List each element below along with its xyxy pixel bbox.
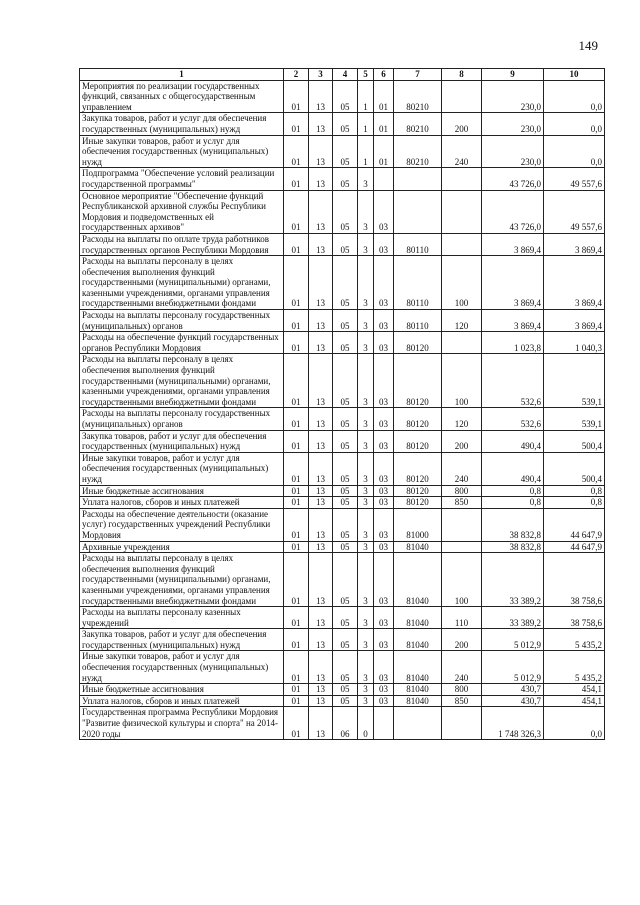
code-subprogram-cell: 3	[358, 607, 374, 629]
amount-year-1-cell: 33 389,2	[482, 553, 544, 607]
code-program-cell: 05	[333, 607, 358, 629]
code-section-cell: 01	[284, 430, 309, 452]
amount-year-2-cell: 49 557,6	[544, 168, 605, 190]
table-row	[80, 408, 605, 430]
amount-year-2-cell: 454,1	[544, 695, 605, 707]
amount-year-2-cell: 5 435,2	[544, 629, 605, 651]
code-subsection-cell: 13	[309, 168, 333, 190]
code-section-cell: 01	[284, 553, 309, 607]
amount-year-2-cell: 0,8	[544, 485, 605, 497]
code-event-cell	[374, 707, 394, 740]
code-event-cell: 03	[374, 332, 394, 354]
code-direction-cell: 81040	[394, 695, 442, 707]
column-header-8: 8	[442, 69, 482, 81]
code-event-cell: 01	[374, 135, 394, 168]
table-row	[80, 80, 605, 113]
amount-year-1-cell: 38 832,8	[482, 541, 544, 553]
code-subsection-cell: 13	[309, 651, 333, 684]
code-section-cell: 01	[284, 135, 309, 168]
code-direction-cell: 81040	[394, 651, 442, 684]
table-row	[80, 651, 605, 684]
item-name-cell: Расходы на выплаты персоналу казенных учреждений	[80, 607, 284, 629]
code-expense-type-cell: 120	[442, 310, 482, 332]
code-expense-type-cell: 800	[442, 485, 482, 497]
amount-year-1-cell: 532,6	[482, 354, 544, 408]
amount-year-1-cell: 532,6	[482, 408, 544, 430]
code-subprogram-cell: 3	[358, 553, 374, 607]
code-subprogram-cell: 3	[358, 684, 374, 696]
code-subprogram-cell: 3	[358, 629, 374, 651]
code-expense-type-cell	[442, 332, 482, 354]
code-expense-type-cell: 200	[442, 113, 482, 135]
code-subsection-cell: 13	[309, 707, 333, 740]
code-subsection-cell: 13	[309, 485, 333, 497]
table-row	[80, 354, 605, 408]
code-subprogram-cell: 3	[358, 256, 374, 310]
code-expense-type-cell: 100	[442, 553, 482, 607]
code-direction-cell	[394, 168, 442, 190]
code-event-cell: 03	[374, 607, 394, 629]
item-name-cell: Расходы на выплаты персоналу в целях обеспечения выполнения функций государственными (муниципальными) органами, казенными учреждениями, органами управления государственными внебюджетными фондами	[80, 553, 284, 607]
amount-year-2-cell: 0,0	[544, 80, 605, 113]
code-subsection-cell: 13	[309, 497, 333, 509]
table-row	[80, 310, 605, 332]
table-row	[80, 430, 605, 452]
code-expense-type-cell	[442, 508, 482, 541]
column-header-2: 2	[284, 69, 309, 81]
code-expense-type-cell: 200	[442, 430, 482, 452]
code-event-cell: 03	[374, 508, 394, 541]
code-program-cell: 05	[333, 135, 358, 168]
code-subprogram-cell: 3	[358, 354, 374, 408]
code-direction-cell: 80110	[394, 310, 442, 332]
code-subsection-cell: 13	[309, 332, 333, 354]
code-direction-cell: 80120	[394, 430, 442, 452]
code-event-cell: 03	[374, 629, 394, 651]
amount-year-1-cell: 3 869,4	[482, 233, 544, 255]
code-section-cell: 01	[284, 310, 309, 332]
item-name-cell: Иные закупки товаров, работ и услуг для обеспечения государственных (муниципальных) нужд	[80, 452, 284, 485]
code-direction-cell: 81040	[394, 541, 442, 553]
code-expense-type-cell: 800	[442, 684, 482, 696]
code-section-cell: 01	[284, 233, 309, 255]
code-subsection-cell: 13	[309, 452, 333, 485]
code-event-cell: 03	[374, 497, 394, 509]
code-direction-cell: 80120	[394, 332, 442, 354]
code-subsection-cell: 13	[309, 233, 333, 255]
code-program-cell: 05	[333, 190, 358, 233]
item-name-cell: Расходы на выплаты по оплате труда работников государственных органов Республики Мордовия	[80, 233, 284, 255]
code-program-cell: 05	[333, 553, 358, 607]
amount-year-1-cell: 0,8	[482, 497, 544, 509]
code-program-cell: 06	[333, 707, 358, 740]
code-program-cell: 05	[333, 408, 358, 430]
item-name-cell: Расходы на обеспечение функций государственных органов Республики Мордовия	[80, 332, 284, 354]
column-header-4: 4	[333, 69, 358, 81]
amount-year-2-cell: 44 647,9	[544, 541, 605, 553]
code-direction-cell: 81000	[394, 508, 442, 541]
item-name-cell: Уплата налогов, сборов и иных платежей	[80, 497, 284, 509]
column-header-3: 3	[309, 69, 333, 81]
table-header	[80, 69, 605, 81]
code-subprogram-cell: 3	[358, 497, 374, 509]
code-subprogram-cell: 3	[358, 541, 374, 553]
code-program-cell: 05	[333, 485, 358, 497]
code-subprogram-cell: 3	[358, 408, 374, 430]
code-event-cell: 03	[374, 430, 394, 452]
code-subprogram-cell: 0	[358, 707, 374, 740]
code-subsection-cell: 13	[309, 113, 333, 135]
column-header-9: 9	[482, 69, 544, 81]
amount-year-2-cell: 5 435,2	[544, 651, 605, 684]
code-program-cell: 05	[333, 497, 358, 509]
amount-year-1-cell: 43 726,0	[482, 168, 544, 190]
code-subprogram-cell: 1	[358, 113, 374, 135]
code-direction-cell: 80120	[394, 452, 442, 485]
table-row	[80, 485, 605, 497]
table-row	[80, 113, 605, 135]
amount-year-1-cell: 490,4	[482, 430, 544, 452]
item-name-cell: Закупка товаров, работ и услуг для обеспечения государственных (муниципальных) нужд	[80, 430, 284, 452]
table-row	[80, 508, 605, 541]
code-section-cell: 01	[284, 695, 309, 707]
code-program-cell: 05	[333, 430, 358, 452]
code-subsection-cell: 13	[309, 80, 333, 113]
item-name-cell: Закупка товаров, работ и услуг для обеспечения государственных (муниципальных) нужд	[80, 629, 284, 651]
code-subprogram-cell: 3	[358, 485, 374, 497]
code-subprogram-cell: 1	[358, 135, 374, 168]
code-event-cell: 03	[374, 684, 394, 696]
item-name-cell: Основное мероприятие "Обеспечение функций Республиканской архивной службы Республики Мордовия и подведомственных ей государственных архивов"	[80, 190, 284, 233]
code-section-cell: 01	[284, 497, 309, 509]
code-subprogram-cell: 3	[358, 332, 374, 354]
code-direction-cell: 80210	[394, 80, 442, 113]
table-row	[80, 607, 605, 629]
item-name-cell: Уплата налогов, сборов и иных платежей	[80, 695, 284, 707]
code-expense-type-cell: 850	[442, 497, 482, 509]
code-direction-cell: 81040	[394, 684, 442, 696]
code-section-cell: 01	[284, 651, 309, 684]
code-program-cell: 05	[333, 354, 358, 408]
item-name-cell: Расходы на выплаты персоналу государственных (муниципальных) органов	[80, 310, 284, 332]
code-subsection-cell: 13	[309, 607, 333, 629]
amount-year-1-cell: 0,8	[482, 485, 544, 497]
code-program-cell: 05	[333, 113, 358, 135]
table-row	[80, 332, 605, 354]
table-row	[80, 233, 605, 255]
code-subsection-cell: 13	[309, 135, 333, 168]
code-subprogram-cell: 3	[358, 695, 374, 707]
code-expense-type-cell	[442, 80, 482, 113]
table-row	[80, 168, 605, 190]
code-subsection-cell: 13	[309, 508, 333, 541]
amount-year-1-cell: 430,7	[482, 684, 544, 696]
code-subprogram-cell: 3	[358, 233, 374, 255]
amount-year-2-cell: 3 869,4	[544, 233, 605, 255]
code-subsection-cell: 13	[309, 354, 333, 408]
code-event-cell: 01	[374, 80, 394, 113]
code-subsection-cell: 13	[309, 541, 333, 553]
code-program-cell: 05	[333, 332, 358, 354]
code-program-cell: 05	[333, 80, 358, 113]
item-name-cell: Мероприятия по реализации государственных функций, связанных с общегосударственным управлением	[80, 80, 284, 113]
code-section-cell: 01	[284, 684, 309, 696]
code-section-cell: 01	[284, 485, 309, 497]
amount-year-1-cell: 38 832,8	[482, 508, 544, 541]
column-header-10: 10	[544, 69, 605, 81]
code-direction-cell	[394, 190, 442, 233]
amount-year-2-cell: 3 869,4	[544, 256, 605, 310]
amount-year-2-cell: 0,0	[544, 135, 605, 168]
code-subsection-cell: 13	[309, 310, 333, 332]
code-program-cell: 05	[333, 310, 358, 332]
code-event-cell: 03	[374, 651, 394, 684]
code-section-cell: 01	[284, 190, 309, 233]
amount-year-2-cell: 539,1	[544, 408, 605, 430]
code-subprogram-cell: 3	[358, 651, 374, 684]
amount-year-1-cell: 1 023,8	[482, 332, 544, 354]
code-expense-type-cell: 240	[442, 452, 482, 485]
table-row	[80, 497, 605, 509]
code-event-cell: 03	[374, 408, 394, 430]
column-header-5: 5	[358, 69, 374, 81]
code-direction-cell: 80120	[394, 497, 442, 509]
code-program-cell: 05	[333, 695, 358, 707]
code-section-cell: 01	[284, 332, 309, 354]
table-body	[80, 80, 605, 740]
code-section-cell: 01	[284, 80, 309, 113]
header-row	[80, 69, 605, 81]
item-name-cell: Иные закупки товаров, работ и услуг для обеспечения государственных (муниципальных) нужд	[80, 651, 284, 684]
amount-year-1-cell: 230,0	[482, 113, 544, 135]
code-subsection-cell: 13	[309, 190, 333, 233]
amount-year-2-cell: 38 758,6	[544, 553, 605, 607]
code-section-cell: 01	[284, 508, 309, 541]
code-expense-type-cell: 240	[442, 135, 482, 168]
code-direction-cell: 81040	[394, 629, 442, 651]
code-subsection-cell: 13	[309, 408, 333, 430]
code-program-cell: 05	[333, 541, 358, 553]
item-name-cell: Иные бюджетные ассигнования	[80, 485, 284, 497]
code-subsection-cell: 13	[309, 553, 333, 607]
item-name-cell: Иные закупки товаров, работ и услуг для обеспечения государственных (муниципальных) нужд	[80, 135, 284, 168]
table-row	[80, 190, 605, 233]
code-event-cell: 03	[374, 190, 394, 233]
table-row	[80, 135, 605, 168]
code-expense-type-cell	[442, 541, 482, 553]
table-row	[80, 553, 605, 607]
code-event-cell: 03	[374, 233, 394, 255]
code-expense-type-cell: 100	[442, 256, 482, 310]
code-direction-cell: 80120	[394, 485, 442, 497]
amount-year-1-cell: 230,0	[482, 135, 544, 168]
table-row	[80, 707, 605, 740]
amount-year-1-cell: 3 869,4	[482, 310, 544, 332]
item-name-cell: Государственная программа Республики Мордовия "Развитие физической культуры и спорта" на 2014-2020 годы	[80, 707, 284, 740]
code-section-cell: 01	[284, 354, 309, 408]
code-section-cell: 01	[284, 256, 309, 310]
code-subsection-cell: 13	[309, 695, 333, 707]
code-expense-type-cell: 850	[442, 695, 482, 707]
code-program-cell: 05	[333, 452, 358, 485]
code-event-cell: 03	[374, 452, 394, 485]
budget-table	[79, 68, 605, 740]
amount-year-1-cell: 5 012,9	[482, 629, 544, 651]
amount-year-2-cell: 500,4	[544, 452, 605, 485]
item-name-cell: Расходы на выплаты персоналу в целях обеспечения выполнения функций государственными (муниципальными) органами, казенными учреждениями, органами управления государственными внебюджетными фондами	[80, 256, 284, 310]
amount-year-2-cell: 0,0	[544, 113, 605, 135]
column-header-6: 6	[374, 69, 394, 81]
amount-year-2-cell: 454,1	[544, 684, 605, 696]
code-program-cell: 05	[333, 629, 358, 651]
code-program-cell: 05	[333, 233, 358, 255]
code-direction-cell: 80120	[394, 354, 442, 408]
amount-year-2-cell: 500,4	[544, 430, 605, 452]
code-section-cell: 01	[284, 452, 309, 485]
code-expense-type-cell: 120	[442, 408, 482, 430]
code-event-cell: 03	[374, 310, 394, 332]
code-subprogram-cell: 3	[358, 452, 374, 485]
code-expense-type-cell: 200	[442, 629, 482, 651]
amount-year-2-cell: 1 040,3	[544, 332, 605, 354]
code-event-cell	[374, 168, 394, 190]
code-program-cell: 05	[333, 684, 358, 696]
amount-year-2-cell: 539,1	[544, 354, 605, 408]
code-subprogram-cell: 3	[358, 430, 374, 452]
table-row	[80, 541, 605, 553]
code-direction-cell: 81040	[394, 607, 442, 629]
code-subsection-cell: 13	[309, 684, 333, 696]
code-section-cell: 01	[284, 408, 309, 430]
code-section-cell: 01	[284, 113, 309, 135]
amount-year-1-cell: 230,0	[482, 80, 544, 113]
column-header-7: 7	[394, 69, 442, 81]
code-direction-cell: 80210	[394, 135, 442, 168]
code-event-cell: 03	[374, 553, 394, 607]
code-expense-type-cell	[442, 233, 482, 255]
code-subprogram-cell: 3	[358, 168, 374, 190]
amount-year-2-cell: 3 869,4	[544, 310, 605, 332]
code-event-cell: 03	[374, 541, 394, 553]
code-section-cell: 01	[284, 607, 309, 629]
table-row	[80, 684, 605, 696]
code-expense-type-cell: 240	[442, 651, 482, 684]
table-row	[80, 256, 605, 310]
code-section-cell: 01	[284, 168, 309, 190]
amount-year-1-cell: 43 726,0	[482, 190, 544, 233]
code-event-cell: 03	[374, 354, 394, 408]
code-direction-cell: 81040	[394, 553, 442, 607]
code-direction-cell: 80120	[394, 408, 442, 430]
amount-year-2-cell: 38 758,6	[544, 607, 605, 629]
code-expense-type-cell	[442, 707, 482, 740]
code-section-cell: 01	[284, 629, 309, 651]
amount-year-1-cell: 3 869,4	[482, 256, 544, 310]
code-program-cell: 05	[333, 256, 358, 310]
code-event-cell: 03	[374, 256, 394, 310]
code-program-cell: 05	[333, 651, 358, 684]
amount-year-1-cell: 490,4	[482, 452, 544, 485]
code-subsection-cell: 13	[309, 430, 333, 452]
code-subprogram-cell: 3	[358, 190, 374, 233]
code-event-cell: 03	[374, 485, 394, 497]
code-program-cell: 05	[333, 168, 358, 190]
table-row	[80, 629, 605, 651]
code-direction-cell: 80110	[394, 233, 442, 255]
amount-year-1-cell: 430,7	[482, 695, 544, 707]
item-name-cell: Закупка товаров, работ и услуг для обеспечения государственных (муниципальных) нужд	[80, 113, 284, 135]
item-name-cell: Расходы на выплаты персоналу государственных (муниципальных) органов	[80, 408, 284, 430]
amount-year-2-cell: 44 647,9	[544, 508, 605, 541]
table-row	[80, 452, 605, 485]
item-name-cell: Расходы на обеспечение деятельности (оказание услуг) государственных учреждений Республики Мордовия	[80, 508, 284, 541]
amount-year-1-cell: 1 748 326,3	[482, 707, 544, 740]
code-direction-cell	[394, 707, 442, 740]
code-subsection-cell: 13	[309, 256, 333, 310]
amount-year-2-cell: 0,8	[544, 497, 605, 509]
item-name-cell: Архивные учреждения	[80, 541, 284, 553]
code-expense-type-cell: 110	[442, 607, 482, 629]
code-expense-type-cell: 100	[442, 354, 482, 408]
amount-year-1-cell: 33 389,2	[482, 607, 544, 629]
page-number: 149	[578, 38, 598, 53]
amount-year-2-cell: 49 557,6	[544, 190, 605, 233]
column-header-1: 1	[80, 69, 284, 81]
amount-year-2-cell: 0,0	[544, 707, 605, 740]
code-direction-cell: 80110	[394, 256, 442, 310]
code-event-cell: 01	[374, 113, 394, 135]
item-name-cell: Расходы на выплаты персоналу в целях обеспечения выполнения функций государственными (муниципальными) органами, казенными учреждениями, органами управления государственными внебюджетными фондами	[80, 354, 284, 408]
code-section-cell: 01	[284, 541, 309, 553]
code-subsection-cell: 13	[309, 629, 333, 651]
code-section-cell: 01	[284, 707, 309, 740]
code-expense-type-cell	[442, 190, 482, 233]
code-event-cell: 03	[374, 695, 394, 707]
amount-year-1-cell: 5 012,9	[482, 651, 544, 684]
code-direction-cell: 80210	[394, 113, 442, 135]
table-row	[80, 695, 605, 707]
code-subprogram-cell: 3	[358, 310, 374, 332]
code-expense-type-cell	[442, 168, 482, 190]
code-subprogram-cell: 3	[358, 508, 374, 541]
code-program-cell: 05	[333, 508, 358, 541]
item-name-cell: Подпрограмма "Обеспечение условий реализации государственной программы"	[80, 168, 284, 190]
item-name-cell: Иные бюджетные ассигнования	[80, 684, 284, 696]
code-subprogram-cell: 1	[358, 80, 374, 113]
